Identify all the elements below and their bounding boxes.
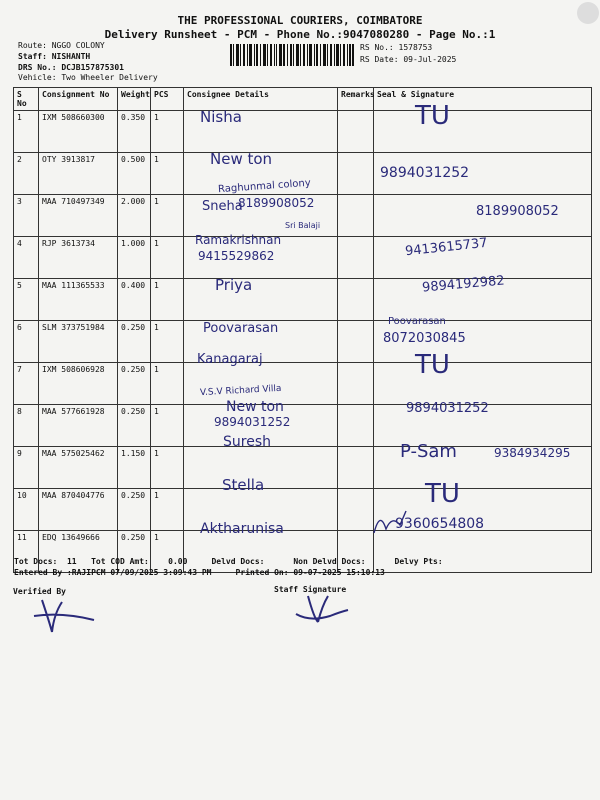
col-header-consignee: Consignee Details: [184, 88, 338, 111]
drs-number: DRS No.: DCJB157875301: [18, 63, 124, 72]
handwritten-consignee: Nisha: [200, 108, 242, 126]
table-row: [14, 489, 592, 531]
cell-sno: 10: [14, 489, 39, 531]
cell-pcs: 1: [151, 111, 184, 153]
table-row: [14, 237, 592, 279]
cell-consignment: MAA 577661928: [39, 405, 118, 447]
cell-weight: 0.250: [118, 531, 151, 573]
col-header-remarks: Remarks: [338, 88, 374, 111]
cell-consignment: MAA 111365533: [39, 279, 118, 321]
cell-sno: 1: [14, 111, 39, 153]
cell-remarks: [338, 111, 374, 153]
cell-sno: 2: [14, 153, 39, 195]
cell-consignment: IXM 508660300: [39, 111, 118, 153]
cell-sno: 9: [14, 447, 39, 489]
cell-remarks: [338, 195, 374, 237]
cell-sno: 6: [14, 321, 39, 363]
cell-remarks: [338, 489, 374, 531]
cell-pcs: 1: [151, 153, 184, 195]
cell-remarks: [338, 363, 374, 405]
cell-weight: 1.150: [118, 447, 151, 489]
cell-sno: 5: [14, 279, 39, 321]
handwritten-phone: 9415529862: [198, 249, 275, 263]
handwritten-phone: 8189908052: [238, 196, 315, 210]
handwritten-signature-name: P-Sam: [400, 441, 457, 462]
handwritten-address: Sri Balaji: [285, 221, 321, 230]
cell-signature: [374, 363, 592, 405]
signature-scribble-icon: [370, 505, 410, 540]
table-row: [14, 405, 592, 447]
cell-pcs: 1: [151, 363, 184, 405]
runsheet-table: [13, 87, 592, 573]
table-row: [14, 111, 592, 153]
cell-consignee: [184, 279, 338, 321]
cell-remarks: [338, 279, 374, 321]
handwritten-signature: 9360654808: [395, 516, 485, 532]
handwritten-signature-name: Poovarasan: [388, 316, 446, 327]
handwritten-consignee: Aktharunisa: [200, 521, 284, 537]
cell-consignment: MAA 575025462: [39, 447, 118, 489]
col-header-weight: Weight: [118, 88, 151, 111]
cell-sno: 4: [14, 237, 39, 279]
col-header-sno: S No: [14, 88, 39, 111]
staff-signature-label: Staff Signature: [274, 585, 347, 594]
cell-pcs: 1: [151, 195, 184, 237]
cell-consignment: SLM 373751984: [39, 321, 118, 363]
cell-sno: 8: [14, 405, 39, 447]
cell-weight: 0.250: [118, 321, 151, 363]
table-row: [14, 321, 592, 363]
verified-by-label: Verified By: [13, 587, 66, 596]
cell-consignment: OTY 3913817: [39, 153, 118, 195]
handwritten-signature: TU: [415, 101, 450, 131]
staff-label: Staff: NISHANTH: [18, 52, 91, 61]
route-label: Route: NGGO COLONY: [18, 41, 105, 50]
handwritten-signature: 8072030845: [383, 331, 466, 346]
cell-sno: 11: [14, 531, 39, 573]
cell-weight: 0.250: [118, 363, 151, 405]
cell-pcs: 1: [151, 531, 184, 573]
handwritten-signature: TU: [415, 350, 450, 380]
handwritten-signature: 9384934295: [494, 446, 571, 460]
handwritten-consignee: Stella: [222, 476, 265, 494]
rs-date: RS Date: 09-Jul-2025: [360, 55, 457, 64]
handwritten-signature: TU: [425, 479, 460, 509]
handwritten-consignee: Ramakrishnan: [195, 233, 282, 247]
cell-consignment: IXM 508606928: [39, 363, 118, 405]
cell-remarks: [338, 237, 374, 279]
cell-pcs: 1: [151, 405, 184, 447]
handwritten-consignee: New ton: [210, 150, 273, 168]
cell-consignment: RJP 3613734: [39, 237, 118, 279]
cell-consignment: MAA 870404776: [39, 489, 118, 531]
cell-pcs: 1: [151, 279, 184, 321]
handwritten-signature: 9894031252: [406, 401, 489, 416]
table-header-row: [14, 88, 592, 111]
totals-line: Tot Docs: 11 Tot COD Amt: 0.00 Delvd Docs: Non Delvd Docs: Delvy Pts:: [14, 557, 443, 566]
cell-remarks: [338, 531, 374, 573]
vehicle-label: Vehicle: Two Wheeler Delivery: [18, 73, 158, 82]
rs-number: RS No.: 1578753: [360, 43, 433, 52]
cell-weight: 0.250: [118, 405, 151, 447]
cell-sno: 7: [14, 363, 39, 405]
handwritten-consignee: Suresh: [223, 434, 271, 450]
cell-weight: 0.400: [118, 279, 151, 321]
cell-pcs: 1: [151, 237, 184, 279]
handwritten-address: Raghunmal colony: [217, 177, 312, 196]
table-row: [14, 531, 592, 573]
handwritten-phone: 9894031252: [214, 415, 291, 429]
company-title: THE PROFESSIONAL COURIERS, COIMBATORE: [177, 14, 423, 27]
handwritten-signature: 9894031252: [380, 165, 470, 181]
cell-signature: [374, 111, 592, 153]
cell-weight: 2.000: [118, 195, 151, 237]
handwritten-consignee: Sneha: [202, 199, 243, 214]
barcode-icon: [230, 44, 354, 66]
cell-consignment: MAA 710497349: [39, 195, 118, 237]
handwritten-signature: 9413615737: [404, 235, 489, 260]
col-header-signature: Seal & Signature: [374, 88, 592, 111]
staff-signature-icon: [290, 592, 370, 627]
col-header-pcs: PCS: [151, 88, 184, 111]
handwritten-signature: 9894192982: [421, 273, 506, 296]
col-header-consignment: Consignment No: [39, 88, 118, 111]
cell-pcs: 1: [151, 321, 184, 363]
handwritten-signature: 8189908052: [476, 204, 559, 219]
runsheet-subtitle: Delivery Runsheet - PCM - Phone No.:9047080280 - Page No.:1: [104, 28, 496, 41]
cell-remarks: [338, 447, 374, 489]
handwritten-consignee: New ton: [226, 399, 284, 415]
cell-consignment: EDQ 13649666: [39, 531, 118, 573]
cell-weight: 0.500: [118, 153, 151, 195]
cell-weight: 0.250: [118, 489, 151, 531]
cell-weight: 1.000: [118, 237, 151, 279]
entered-by-line: Entered By :RAJIPCM 07/09/2025 3:09:43 PM Printed On: 09-07-2025 15:10:13: [14, 568, 385, 577]
cell-pcs: 1: [151, 447, 184, 489]
cell-remarks: [338, 405, 374, 447]
cell-pcs: 1: [151, 489, 184, 531]
verified-signature-icon: [22, 594, 112, 636]
cell-remarks: [338, 321, 374, 363]
handwritten-consignee: Poovarasan: [203, 321, 279, 336]
handwritten-consignee: Priya: [215, 276, 253, 294]
handwritten-consignee: Kanagaraj: [197, 352, 263, 367]
cell-sno: 3: [14, 195, 39, 237]
handwritten-address: V.S.V Richard Villa: [199, 383, 282, 399]
cell-remarks: [338, 153, 374, 195]
table-row: [14, 363, 592, 405]
cell-weight: 0.350: [118, 111, 151, 153]
